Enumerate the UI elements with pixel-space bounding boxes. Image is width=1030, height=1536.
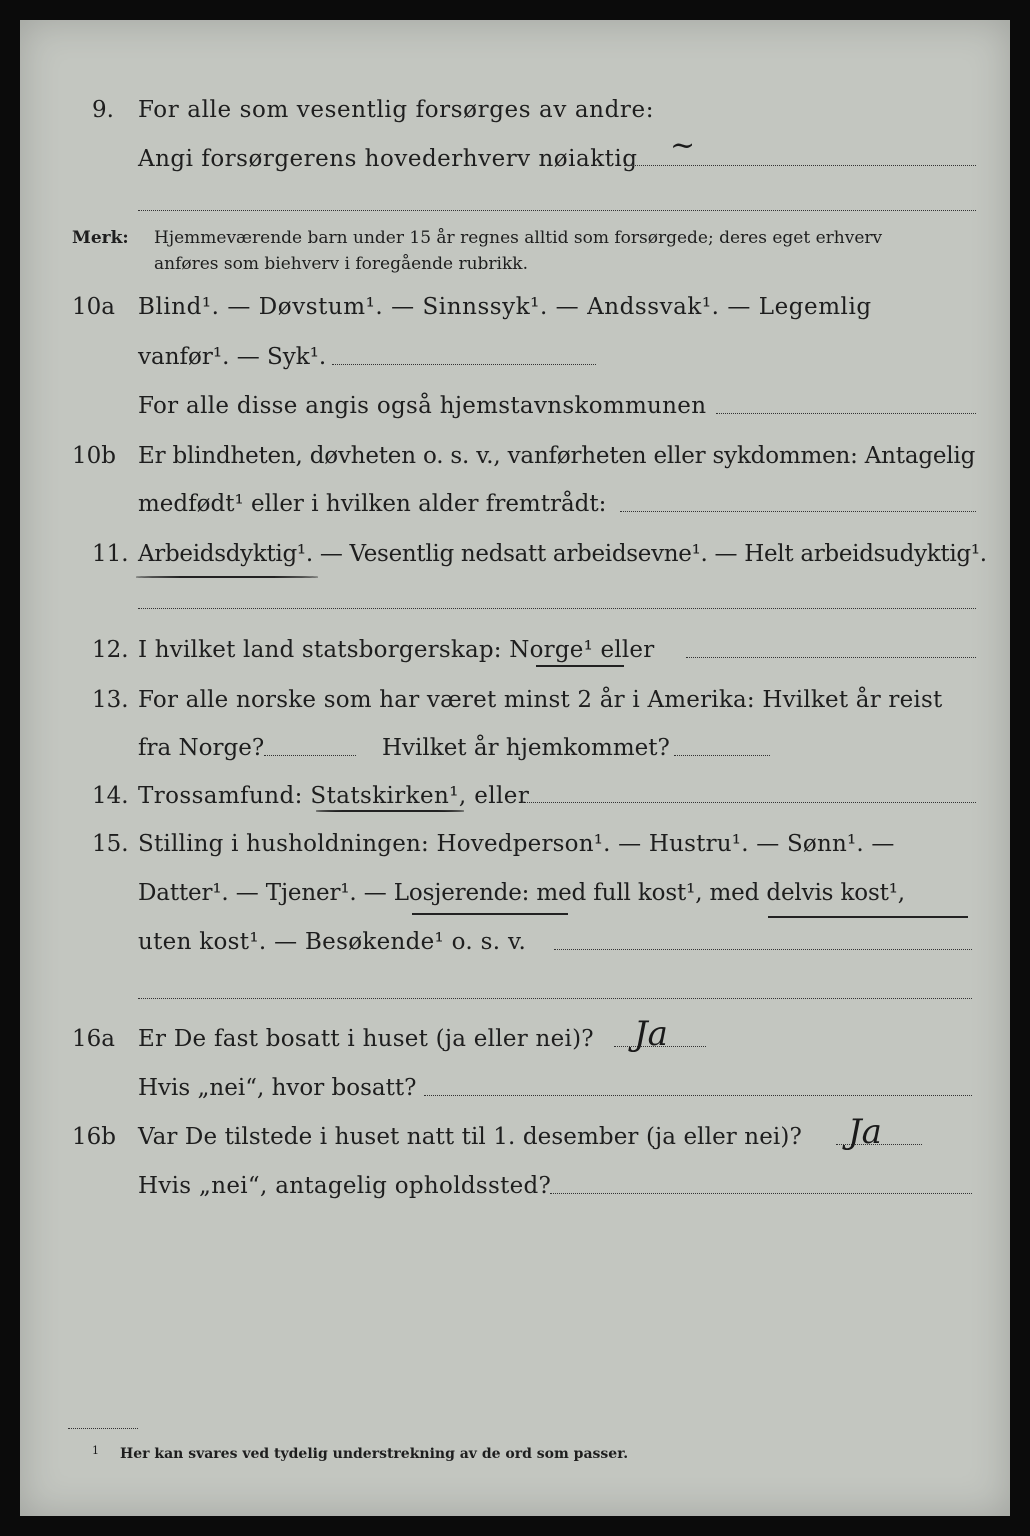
- q13-line1: For alle norske som har været minst 2 år i Amerika: Hvilket år reist: [138, 687, 943, 713]
- footnote-mark: 1: [92, 1444, 99, 1457]
- q16a-bosatt-line[interactable]: [424, 1095, 972, 1096]
- merk-label: Merk:: [72, 228, 129, 248]
- q12-number: 12.: [92, 637, 129, 663]
- q13-number: 13.: [92, 687, 129, 713]
- q10b-number: 10b: [72, 443, 116, 469]
- q15-losjerende-underline: [412, 913, 568, 915]
- q10b-line1: Er blindheten, døvheten o. s. v., vanførheten eller sykdommen: Antagelig: [138, 443, 976, 469]
- q15-line3: uten kost¹. — Besøkende¹ o. s. v.: [138, 929, 527, 955]
- q10a-line1: Blind¹. — Døvstum¹. — Sinnssyk¹. — Andssvak¹. — Legemlig: [138, 294, 872, 320]
- q12-line1: I hvilket land statsborgerskap: Norge¹ eller: [138, 637, 655, 663]
- q9-answer-line[interactable]: [624, 165, 976, 166]
- q11-extra-line[interactable]: [138, 608, 976, 609]
- q13-hjemkommet-line[interactable]: [674, 755, 770, 756]
- q16b-line1: Var De tilstede i huset natt til 1. desember (ja eller nei)?: [138, 1124, 802, 1150]
- q16a-line1: Er De fast bosatt i huset (ja eller nei)?: [138, 1026, 594, 1052]
- q11-number: 11.: [92, 541, 129, 567]
- footnote-text: Her kan svares ved tydelig understrekning av de ord som passer.: [120, 1446, 629, 1462]
- q15-delvis-kost-underline: [768, 916, 968, 918]
- q10b-answer-line[interactable]: [620, 511, 976, 512]
- q15-number: 15.: [92, 831, 129, 857]
- q14-answer-line[interactable]: [522, 802, 976, 803]
- q12-norge-underline: [536, 665, 624, 667]
- q16a-handwritten-answer: Ja: [634, 1014, 668, 1054]
- q14-number: 14.: [92, 783, 129, 809]
- q13-reist-line[interactable]: [264, 755, 356, 756]
- q15-line1: Stilling i husholdningen: Hovedperson¹. — Hustru¹. — Sønn¹. —: [138, 831, 895, 857]
- q16b-number: 16b: [72, 1124, 116, 1150]
- q15-extra-line[interactable]: [138, 998, 972, 999]
- q10a-kommune-line[interactable]: [716, 413, 976, 414]
- q11-arbeidsdyktig-underline: [136, 576, 318, 578]
- q16b-opholdssted-line[interactable]: [550, 1193, 972, 1194]
- q9-handwritten-answer: ~: [670, 128, 696, 163]
- q9-number: 9.: [92, 97, 114, 123]
- q10b-line2: medfødt¹ eller i hvilken alder fremtrådt:: [138, 491, 607, 517]
- census-form-page: [20, 20, 1010, 1516]
- q15-line2: Datter¹. — Tjener¹. — Losjerende: med full kost¹, med delvis kost¹,: [138, 880, 905, 906]
- q13-line2b: Hvilket år hjemkommet?: [382, 735, 670, 761]
- q16b-handwritten-answer: Ja: [848, 1112, 882, 1152]
- q14-statskirken-underline: [316, 810, 464, 812]
- q9-line1: For alle som vesentlig forsørges av andre:: [138, 97, 655, 123]
- merk-line1: Hjemmeværende barn under 15 år regnes alltid som forsørgede; deres eget erhverv: [154, 228, 883, 248]
- q16a-line2: Hvis „nei“, hvor bosatt?: [138, 1075, 417, 1101]
- q16a-number: 16a: [72, 1026, 115, 1052]
- q10a-line3: For alle disse angis også hjemstavnskommunen: [138, 393, 707, 419]
- q12-answer-line[interactable]: [686, 657, 976, 658]
- q15-answer-line[interactable]: [554, 949, 972, 950]
- q10a-number: 10a: [72, 294, 115, 320]
- footnote-separator: [68, 1428, 138, 1429]
- q11-line1: Arbeidsdyktig¹. — Vesentlig nedsatt arbeidsevne¹. — Helt arbeidsudyktig¹.: [138, 541, 987, 567]
- q14-line1: Trossamfund: Statskirken¹, eller: [138, 783, 530, 809]
- q13-line2a: fra Norge?: [138, 735, 265, 761]
- q9-extra-line[interactable]: [138, 210, 976, 211]
- q9-line2: Angi forsørgerens hovederhverv nøiaktig: [138, 146, 638, 172]
- q10a-line2: vanfør¹. — Syk¹.: [138, 344, 327, 370]
- q16b-line2: Hvis „nei“, antagelig opholdssted?: [138, 1173, 552, 1199]
- merk-line2: anføres som biehverv i foregående rubrikk.: [154, 254, 528, 274]
- q10a-answer-line[interactable]: [332, 364, 596, 365]
